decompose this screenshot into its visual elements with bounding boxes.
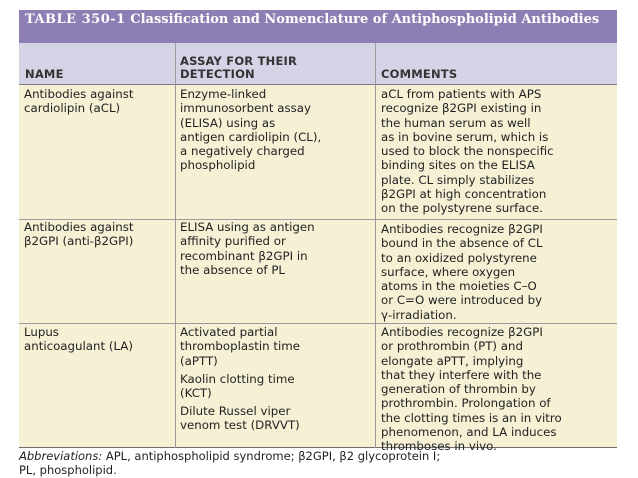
table-row — [19, 324, 617, 454]
cell-assay-acl: Enzyme-linked immunosorbent assay (ELISA) using as antigen cardiolipin (CL), a negatively charged phospholipid — [180, 87, 322, 173]
table-body — [19, 85, 617, 454]
table-row — [19, 220, 617, 324]
column-header-comments: COMMENTS — [381, 67, 458, 81]
table-header — [19, 43, 617, 85]
table-title-text: Classification and Nomenclature of Antiphospholipid Antibodies — [130, 12, 600, 27]
cell-assay-la-kct: Kaolin clotting time (KCT) — [180, 372, 295, 401]
cell-assay-anti-b2gpi: ELISA using as antigen affinity purified or recombinant β2GPI in the absence of PL — [180, 220, 315, 277]
table-title-number: TABLE 350-1 — [25, 12, 126, 27]
table-footnote — [19, 449, 617, 477]
cell-comments-anti-b2gpi: Antibodies recognize β2GPI bound in the absence of CL to an oxidized polystyrene surface, where oxygen atoms in the moieties C–O or C=O were introduced by γ-irradiation. — [381, 222, 543, 322]
table-frame — [19, 10, 617, 454]
cell-name-acl: Antibodies against cardiolipin (aCL) — [24, 87, 134, 116]
table-title — [19, 10, 617, 43]
cell-assay-la-aptt: Activated partial thromboplastin time (aPTT) — [180, 325, 301, 368]
cell-assay-la-drvvt: Dilute Russel viper venom test (DRVVT) — [180, 404, 300, 433]
footnote-label: Abbreviations: — [19, 449, 103, 463]
cell-name-la: Lupus anticoagulant (LA) — [24, 325, 133, 354]
cell-comments-acl: aCL from patients with APS recognize β2GPI existing in the human serum as well as in bovine serum, which is used to block the nonspecific binding sites on the ELISA plate. CL simply stabilizes β2GPI at high concentration on the polystyrene surface. — [381, 87, 554, 216]
footnote-text: APL, antiphospholipid syndrome; β2GPI, β2 glycoprotein I; PL, phospholipid. — [19, 449, 441, 477]
column-header-name: NAME — [25, 67, 64, 81]
table-row — [19, 85, 617, 220]
cell-name-anti-b2gpi: Antibodies against β2GPI (anti-β2GPI) — [24, 220, 134, 249]
cell-comments-la: Antibodies recognize β2GPI or prothrombin (PT) and elongate aPTT, implying that they interfere with the generation of thrombin by prothrombin. Prolongation of the clotting times is an in vitro phenomenon, and LA induces thromboses in vivo. — [381, 325, 562, 454]
column-header-assay: ASSAY FOR THEIR DETECTION — [180, 54, 298, 81]
